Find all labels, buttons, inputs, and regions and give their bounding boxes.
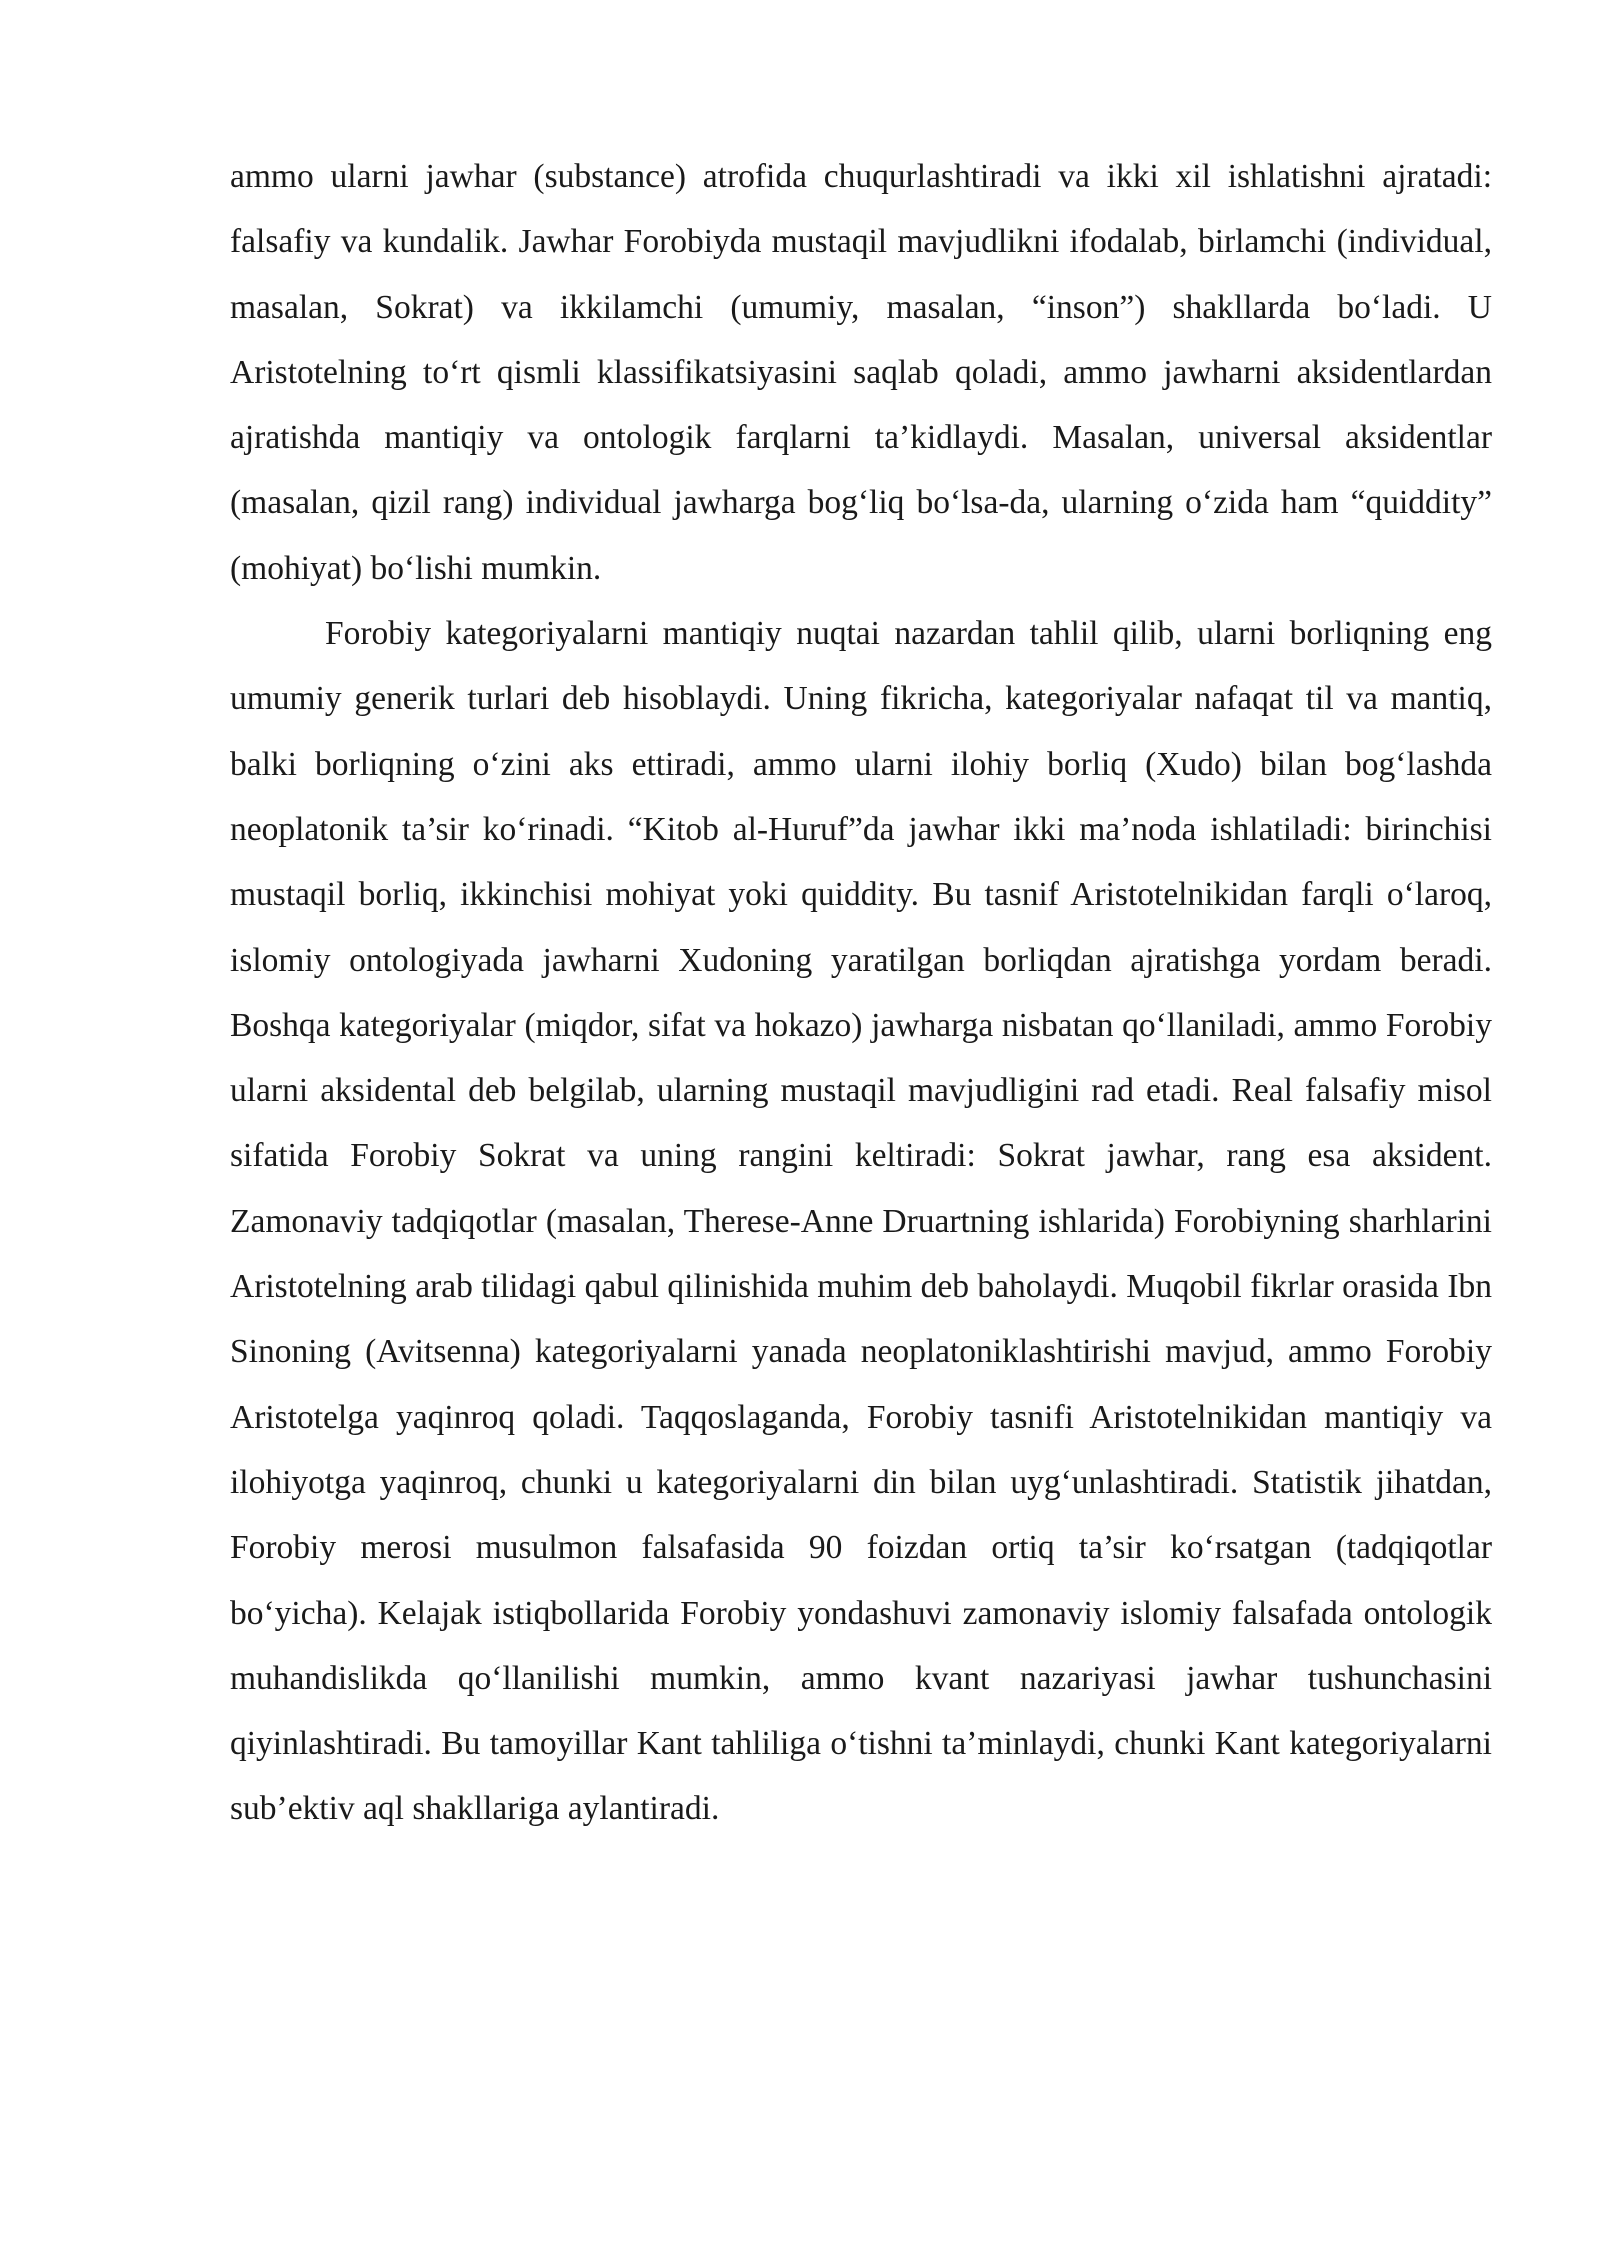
paragraph-2: Forobiy kategoriyalarni mantiqiy nuqtai nazardan tahlil qilib, ularni borliqning eng umumiy generik turlari deb hisoblaydi. Uning fikricha, kategoriyalar nafaqat til va mantiq, balki borliqning o‘zini aks ettiradi, ammo ularni ilohiy borliq (Xudo) bilan bog‘lashda neoplatonik ta’sir ko‘rinadi. “Kitob al-Huruf”da jawhar ikki ma’noda ishlatiladi: birinchisi mustaqil borliq, ikkinchisi mohiyat yoki quiddity. Bu tasnif Aristotelnikidan farqli o‘laroq, islomiy ontologiyada jawharni Xudoning yaratilgan borliqdan ajratishga yordam beradi. Boshqa kategoriyalar (miqdor, sifat va hokazo) jawharga nisbatan qo‘llaniladi, ammo Forobiy ularni aksidental deb belgilab, ularning mustaqil mavjudligini rad etadi. Real falsafiy misol sifatida Forobiy Sokrat va uning rangini keltiradi: Sokrat jawhar, rang esa aksident. Zamonaviy tadqiqotlar (masalan, Therese-Anne Druartning ishlarida) Forobiyning sharhlarini Aristotelning arab tilidagi qabul qilinishida muhim deb baholaydi. Muqobil fikrlar orasida Ibn Sinoning (Avitsenna) kategoriyalarni yanada neoplatoniklashtirishi mavjud, ammo Forobiy Aristotelga yaqinroq qoladi. Taqqoslaganda, Forobiy tasnifi Aristotelnikidan mantiqiy va ilohiyotga yaqinroq, chunki u kategoriyalarni din bilan uyg‘unlashtiradi. Statistik jihatdan, Forobiy merosi musulmon falsafasida 90 foizdan ortiq ta’sir ko‘rsatgan (tadqiqotlar bo‘yicha). Kelajak istiqbollarida Forobiy yondashuvi zamonaviy islomiy falsafada ontologik muhandislikda qo‘llanilishi mumkin, ammo kvant nazariyasi jawhar tushunchasini qiyinlashtiradi. Bu tamoyillar Kant tahliliga o‘tishni ta’minlaydi, chunki Kant kategoriyalarni sub’ektiv aql shakllariga aylantiradi. bbox=[230, 615, 1492, 1828]
paragraph-1: ammo ularni jawhar (substance) atrofida chuqurlashtiradi va ikki xil ishlatishni ajratadi: falsafiy va kundalik. Jawhar Forobiyda mustaqil mavjudlikni ifodalab, birlamchi (individual, masalan, Sokrat) va ikkilamchi (umumiy, masalan, “inson”) shakllarda bo‘ladi. U Aristotelning to‘rt qismli klassifikatsiyasini saqlab qoladi, ammo jawharni aksidentlardan ajratishda mantiqiy va ontologik farqlarni ta’kidlaydi. Masalan, universal aksidentlar (masalan, qizil rang) individual jawharga bog‘liq bo‘lsa-da, ularning o‘zida ham “quiddity” (mohiyat) bo‘lishi mumkin. bbox=[230, 158, 1492, 587]
document-body bbox=[230, 144, 1492, 1842]
